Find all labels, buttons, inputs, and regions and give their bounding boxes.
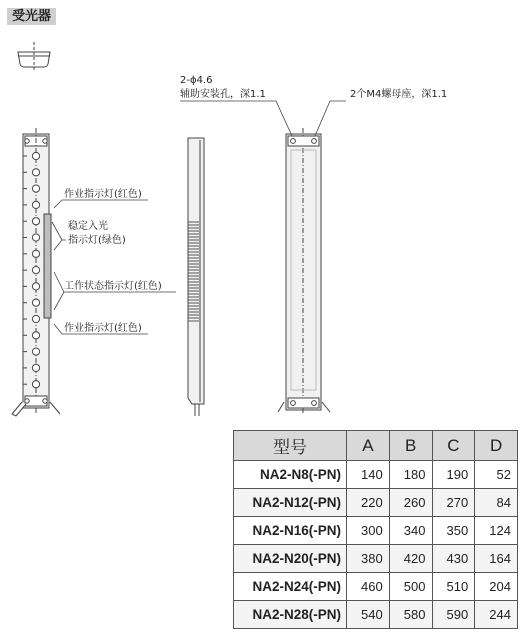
cell-model: NA2-N20(-PN) bbox=[234, 545, 347, 573]
table-row bbox=[234, 461, 518, 489]
cell-model: NA2-N8(-PN) bbox=[234, 461, 347, 489]
cell-c: 590 bbox=[432, 601, 475, 629]
led-indicator bbox=[32, 283, 39, 290]
led-indicator bbox=[32, 250, 39, 257]
side-view bbox=[188, 138, 204, 416]
table-row bbox=[234, 545, 518, 573]
label-hole-spec-2: 辅助安装孔，深1.1 bbox=[180, 89, 266, 100]
header-b: B bbox=[389, 431, 432, 461]
label-indicator-op-bottom: 作业指示灯(红色) bbox=[64, 323, 142, 334]
led-indicator bbox=[32, 315, 39, 322]
led-indicator bbox=[32, 364, 39, 371]
cell-b: 500 bbox=[389, 573, 432, 601]
table-row bbox=[234, 601, 518, 629]
dimension-table bbox=[233, 430, 518, 629]
header-model: 型号 bbox=[234, 431, 347, 461]
cell-d: 244 bbox=[475, 601, 518, 629]
cell-b: 580 bbox=[389, 601, 432, 629]
cell-d: 164 bbox=[475, 545, 518, 573]
cell-model: NA2-N28(-PN) bbox=[234, 601, 347, 629]
led-indicator bbox=[32, 299, 39, 306]
header-c: C bbox=[432, 431, 475, 461]
cell-d: 52 bbox=[475, 461, 518, 489]
section-title: 受光器 bbox=[7, 8, 56, 25]
cell-b: 180 bbox=[389, 461, 432, 489]
table-row bbox=[234, 489, 518, 517]
led-indicator bbox=[32, 381, 39, 388]
led-indicator bbox=[32, 169, 39, 176]
cell-a: 540 bbox=[347, 601, 390, 629]
label-indicator-status: 工作状态指示灯(红色) bbox=[64, 281, 162, 292]
header-a: A bbox=[347, 431, 390, 461]
led-indicator bbox=[32, 152, 39, 159]
led-indicator bbox=[32, 332, 39, 339]
cell-c: 510 bbox=[432, 573, 475, 601]
table-row bbox=[234, 517, 518, 545]
top-view bbox=[18, 42, 50, 72]
hole-callouts bbox=[180, 101, 346, 136]
cell-a: 140 bbox=[347, 461, 390, 489]
cell-c: 270 bbox=[432, 489, 475, 517]
label-indicator-stable-1: 稳定入光 bbox=[68, 221, 108, 232]
label-nut-spec: 2个M4螺母座，深1.1 bbox=[350, 89, 448, 100]
cell-a: 300 bbox=[347, 517, 390, 545]
cell-model: NA2-N12(-PN) bbox=[234, 489, 347, 517]
cell-b: 420 bbox=[389, 545, 432, 573]
label-hole-spec-1: 2-ϕ4.6 bbox=[180, 75, 213, 86]
cell-c: 350 bbox=[432, 517, 475, 545]
cell-b: 260 bbox=[389, 489, 432, 517]
led-indicator bbox=[32, 234, 39, 241]
led-indicator bbox=[32, 185, 39, 192]
cell-d: 204 bbox=[475, 573, 518, 601]
cell-c: 190 bbox=[432, 461, 475, 489]
label-indicator-op-top: 作业指示灯(红色) bbox=[64, 189, 142, 200]
front-view bbox=[12, 128, 60, 416]
led-indicator bbox=[32, 201, 39, 208]
cell-a: 220 bbox=[347, 489, 390, 517]
cell-a: 460 bbox=[347, 573, 390, 601]
header-d: D bbox=[475, 431, 518, 461]
cell-d: 84 bbox=[475, 489, 518, 517]
table-row bbox=[234, 573, 518, 601]
led-indicator bbox=[32, 348, 39, 355]
cell-b: 340 bbox=[389, 517, 432, 545]
label-indicator-stable-2: 指示灯(绿色) bbox=[68, 235, 126, 246]
cell-model: NA2-N24(-PN) bbox=[234, 573, 347, 601]
cell-d: 124 bbox=[475, 517, 518, 545]
table-header-row bbox=[234, 431, 518, 461]
led-indicator bbox=[32, 267, 39, 274]
led-indicator bbox=[32, 218, 39, 225]
back-view bbox=[278, 128, 330, 414]
cell-model: NA2-N16(-PN) bbox=[234, 517, 347, 545]
cell-a: 380 bbox=[347, 545, 390, 573]
cell-c: 430 bbox=[432, 545, 475, 573]
